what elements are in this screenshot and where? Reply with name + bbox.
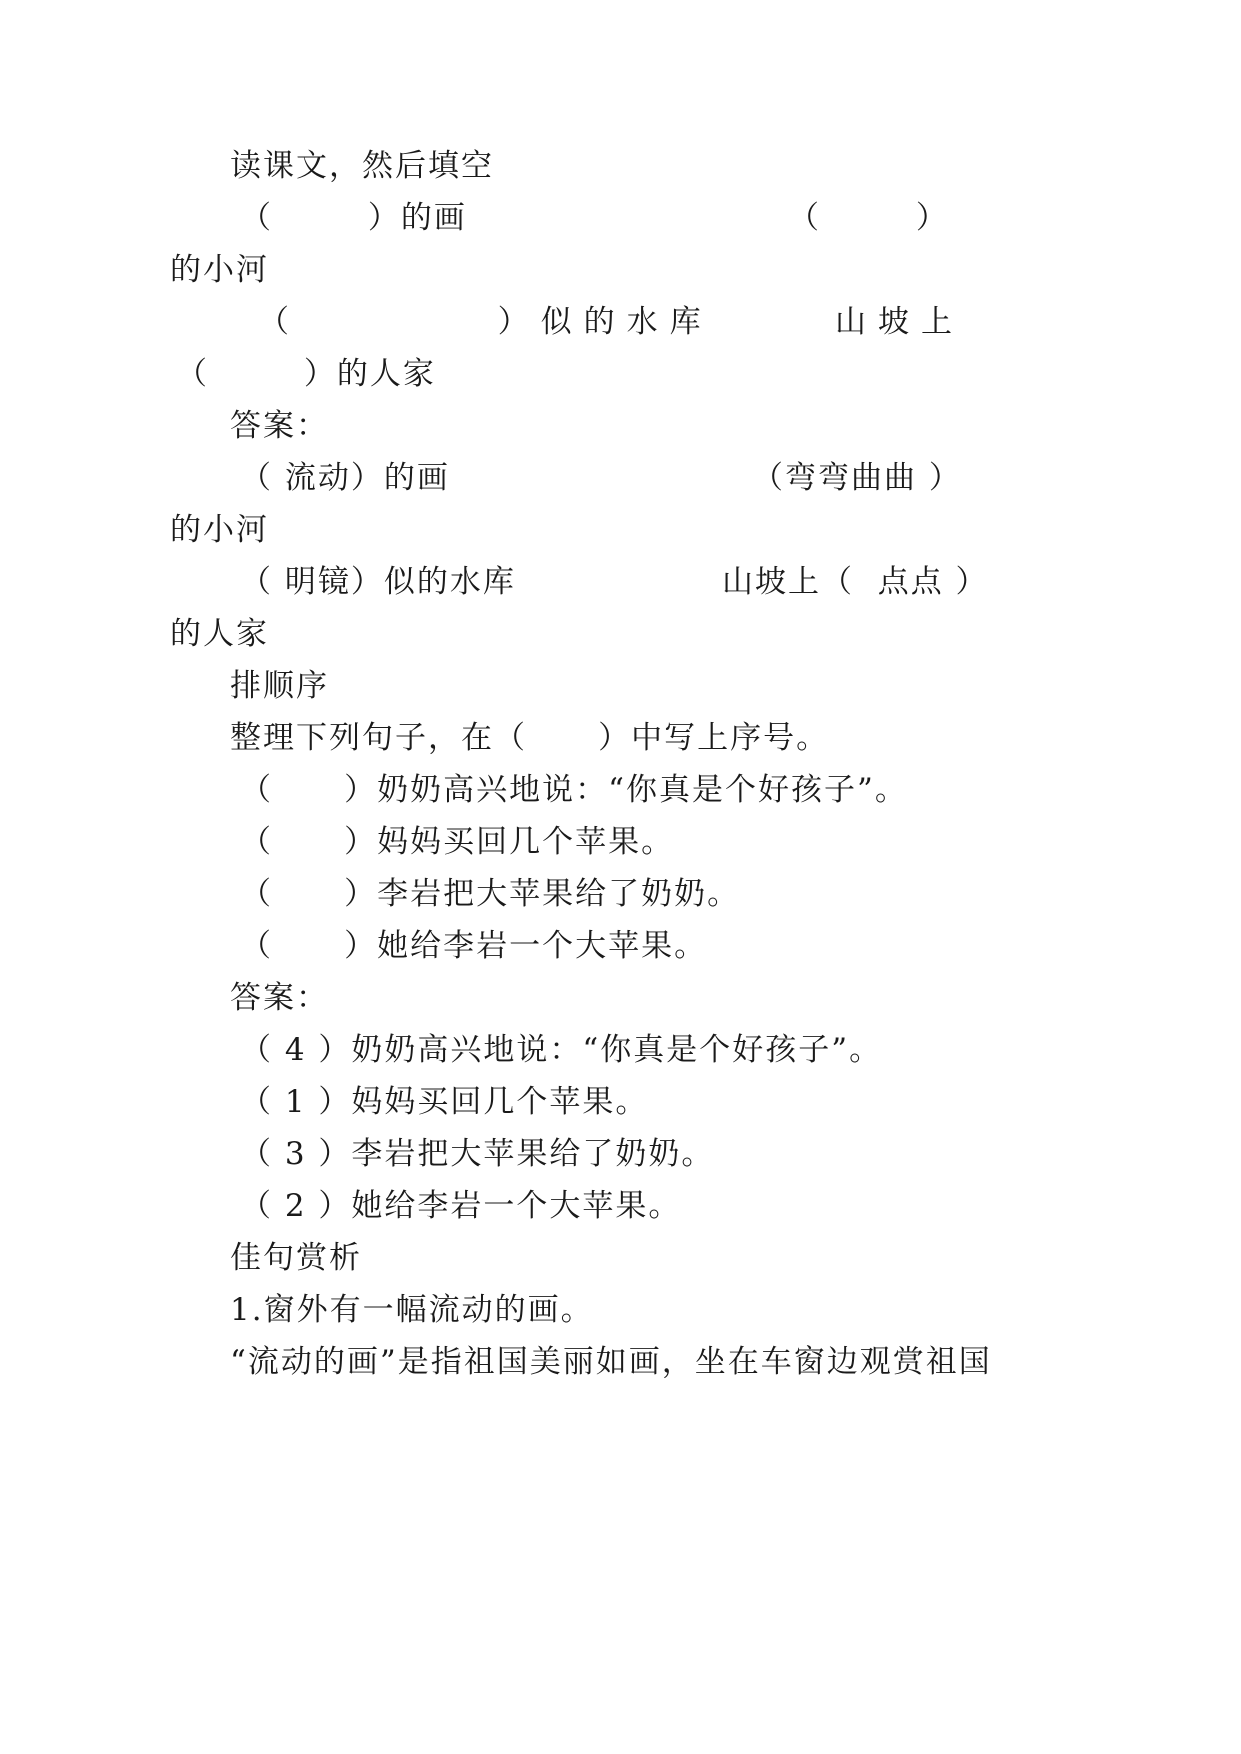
answer-label-2: 答案： <box>230 980 329 1016</box>
answer-item-4: 山坡上（ 点点 ） <box>722 564 989 600</box>
ordering-item: （ ）李岩把大苹果给了奶奶。 <box>240 876 741 912</box>
blank-item-1: （ ）的画 <box>240 200 467 236</box>
answer-item-1: （ 流动）的画 <box>240 460 450 496</box>
ordering-answer-item: （ 4 ）奶奶高兴地说：“你真是个好孩子”。 <box>240 1032 883 1068</box>
answer-item-2: （弯弯曲曲 ） <box>752 460 962 496</box>
answer-label-1: 答案： <box>230 408 329 444</box>
blank-item-2: （ ） <box>788 200 949 236</box>
ordering-answer-item: （ 3 ）李岩把大苹果给了奶奶。 <box>240 1136 715 1172</box>
ordering-instruction: 整理下列句子，在（ ）中写上序号。 <box>230 720 830 756</box>
blank-item-4: （ ）的人家 <box>176 356 436 392</box>
appreciation-item-1-desc: “流动的画”是指祖国美丽如画，坐在车窗边观赏祖国 <box>230 1344 992 1380</box>
answer-item-4-tail: 的人家 <box>170 616 269 652</box>
blank-item-2-tail: 的小河 <box>170 252 269 288</box>
ordering-answer-item: （ 1 ）妈妈买回几个苹果。 <box>240 1084 649 1120</box>
ordering-item: （ ）妈妈买回几个苹果。 <box>240 824 675 860</box>
section-heading-appreciation: 佳句赏析 <box>230 1240 362 1276</box>
answer-item-2-tail: 的小河 <box>170 512 269 548</box>
section-heading-fill-blank: 读课文，然后填空 <box>230 148 494 184</box>
section-heading-ordering: 排顺序 <box>230 668 329 704</box>
blank-item-3: （ ）似的水库 <box>258 304 713 340</box>
ordering-item: （ ）奶奶高兴地说：“你真是个好孩子”。 <box>240 772 908 808</box>
appreciation-item-1: 1.窗外有一幅流动的画。 <box>230 1292 594 1328</box>
ordering-answer-item: （ 2 ）她给李岩一个大苹果。 <box>240 1188 682 1224</box>
blank-item-4-head: 山坡上 <box>835 304 964 340</box>
answer-item-3: （ 明镜）似的水库 <box>240 564 516 600</box>
ordering-item: （ ）她给李岩一个大苹果。 <box>240 928 708 964</box>
